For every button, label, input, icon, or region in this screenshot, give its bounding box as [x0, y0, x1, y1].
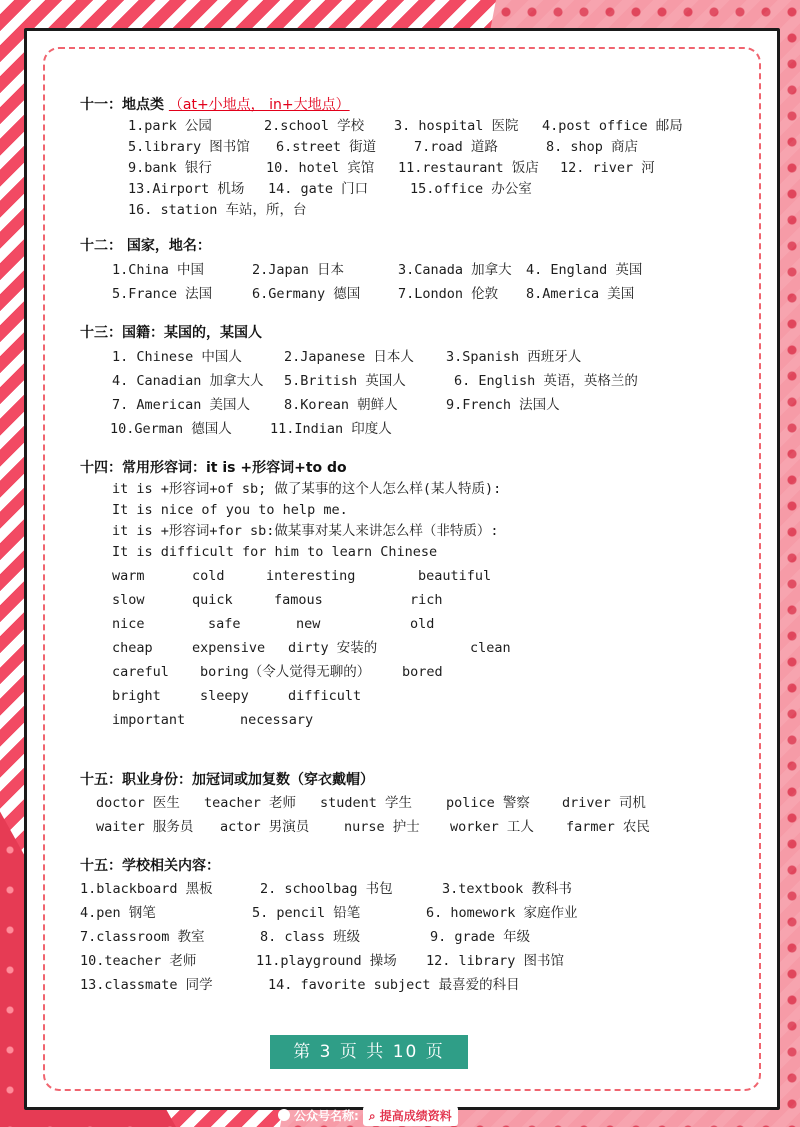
list-item: interesting	[266, 568, 356, 584]
occupation-list	[96, 793, 720, 841]
list-item: 11.restaurant 饭店	[398, 160, 539, 176]
list-item: 7.road 道路	[414, 139, 498, 155]
list-item: expensive	[192, 640, 266, 656]
list-item: 5.library 图书馆	[128, 139, 250, 155]
list-item: cold	[192, 568, 225, 584]
list-row	[112, 590, 720, 614]
list-row	[80, 927, 720, 951]
list-item: 9.French 法国人	[446, 397, 560, 413]
section-14-explanations	[112, 479, 720, 563]
footer-label: 公众号名称:	[294, 1109, 359, 1123]
section-11-title: 十一：地点类	[80, 97, 164, 113]
list-item: farmer 农民	[566, 819, 650, 835]
list-row	[80, 903, 720, 927]
list-row	[112, 710, 720, 734]
list-item: clean	[470, 640, 511, 656]
list-item: new	[296, 616, 321, 632]
list-item: 1. Chinese 中国人	[112, 349, 242, 365]
list-item: 8. class 班级	[260, 929, 361, 945]
example-sentence: It is nice of you to help me.	[112, 502, 348, 518]
list-item: quick	[192, 592, 233, 608]
list-item: 7. American 美国人	[112, 397, 251, 413]
footer-bar	[278, 1106, 458, 1126]
list-row	[112, 347, 720, 371]
grammar-line: it is +形容词+of sb; 做了某事的这个人怎么样(某人特质):	[112, 481, 502, 497]
list-item: important	[112, 712, 186, 728]
list-row	[128, 137, 720, 158]
list-row	[128, 158, 720, 179]
list-item: difficult	[288, 688, 362, 704]
list-item: safe	[208, 616, 241, 632]
list-item: dirty 安装的	[288, 640, 378, 656]
list-item: 8.America 美国	[526, 286, 635, 302]
list-item: 6. homework 家庭作业	[426, 905, 578, 921]
list-item: old	[410, 616, 435, 632]
list-item: 10. hotel 宾馆	[266, 160, 375, 176]
list-item: 13.classmate 同学	[80, 977, 213, 993]
adjective-list	[112, 566, 720, 734]
list-item: 6.Germany 德国	[252, 286, 361, 302]
list-item: police 警察	[446, 795, 530, 811]
list-item: 5.British 英国人	[284, 373, 406, 389]
list-item: 4.post office 邮局	[542, 118, 683, 134]
list-item: 11.playground 操场	[256, 953, 397, 969]
list-item: 12. river 河	[560, 160, 655, 176]
list-item: 14. favorite subject 最喜爱的科目	[268, 977, 520, 993]
list-item: 3. hospital 医院	[394, 118, 519, 134]
section-12-list	[112, 260, 720, 308]
section-11-note: （at+小地点， in+大地点）	[168, 97, 350, 113]
list-item: 12. library 图书馆	[426, 953, 565, 969]
list-item: doctor 医生	[96, 795, 180, 811]
list-row	[112, 662, 720, 686]
list-row	[80, 879, 720, 903]
list-item: warm	[112, 568, 145, 584]
list-item: 10.German 德国人	[110, 421, 232, 437]
list-row	[128, 179, 720, 200]
list-item: bright	[112, 688, 161, 704]
list-item: 14. gate 门口	[268, 181, 369, 197]
section-12-heading: 十二： 国家，地名：	[80, 238, 211, 254]
list-item: 6. English 英语，英格兰的	[454, 373, 638, 389]
list-item: driver 司机	[562, 795, 646, 811]
list-item: 13.Airport 机场	[128, 181, 245, 197]
list-row	[128, 116, 720, 137]
list-row	[96, 793, 720, 817]
list-item: 3.Spanish 西班牙人	[446, 349, 582, 365]
list-item: 3.textbook 教科书	[442, 881, 572, 897]
section-13-list	[112, 347, 720, 443]
list-item: 9. grade 年级	[430, 929, 531, 945]
list-item: worker 工人	[450, 819, 534, 835]
list-item: rich	[410, 592, 443, 608]
list-item: nice	[112, 616, 145, 632]
grammar-line: it is +形容词+for sb:做某事对某人来讲怎么样（非特质）:	[112, 523, 499, 539]
list-row	[80, 951, 720, 975]
list-item: 2.Japanese 日本人	[284, 349, 414, 365]
footer-account-name: 提高成绩资料	[379, 1109, 452, 1123]
list-row	[96, 817, 720, 841]
list-item: 6.street 街道	[276, 139, 377, 155]
footer-account-tag	[363, 1106, 458, 1126]
list-row	[112, 686, 720, 710]
section-11-heading	[80, 94, 720, 116]
school-vocab-list	[80, 879, 720, 999]
list-item: nurse 护士	[344, 819, 420, 835]
list-row	[112, 395, 720, 419]
list-item: actor 男演员	[220, 819, 310, 835]
list-item: 9.bank 银行	[128, 160, 212, 176]
page-indicator: 第 3 页 共 10 页	[270, 1035, 468, 1069]
list-item: careful	[112, 664, 169, 680]
list-item: 7.London 伦敦	[398, 286, 499, 302]
list-item: 4.pen 钢笔	[80, 905, 156, 921]
section-15-school-heading: 十五：学校相关内容：	[80, 858, 220, 874]
list-item: 5. pencil 铅笔	[252, 905, 361, 921]
example-sentence: It is difficult for him to learn Chinese	[112, 544, 438, 560]
list-item: 4. Canadian 加拿大人	[112, 373, 264, 389]
list-item: 1.park 公园	[128, 118, 212, 134]
section-14-heading: 十四：常用形容词：it is +形容词+to do	[80, 460, 347, 476]
list-row	[128, 200, 720, 221]
list-item: waiter 服务员	[96, 819, 194, 835]
list-row	[112, 260, 720, 284]
list-row	[112, 614, 720, 638]
list-item: 3.Canada 加拿大	[398, 262, 512, 278]
list-row	[112, 566, 720, 590]
list-item: 16. station 车站，所，台	[128, 202, 307, 218]
list-row	[80, 975, 720, 999]
list-item: boring（令人觉得无聊的）	[200, 664, 371, 680]
list-item: 8. shop 商店	[546, 139, 639, 155]
list-item: 8.Korean 朝鲜人	[284, 397, 398, 413]
list-item: sleepy	[200, 688, 249, 704]
list-item: beautiful	[418, 568, 492, 584]
list-item: 4. England 英国	[526, 262, 643, 278]
document-body	[80, 94, 720, 999]
list-item: 2.Japan 日本	[252, 262, 345, 278]
list-item: student 学生	[320, 795, 413, 811]
section-11-list	[128, 116, 720, 221]
search-icon: ⌕	[368, 1109, 380, 1123]
list-item: 1.blackboard 黑板	[80, 881, 213, 897]
list-item: 5.France 法国	[112, 286, 213, 302]
list-item: slow	[112, 592, 145, 608]
list-item: bored	[402, 664, 443, 680]
section-13-heading: 十三：国籍：某国的，某国人	[80, 325, 262, 341]
list-row	[112, 371, 720, 395]
list-item: 1.China 中国	[112, 262, 205, 278]
list-item: famous	[274, 592, 323, 608]
wechat-icon	[278, 1109, 290, 1121]
list-item: 2.school 学校	[264, 118, 365, 134]
list-item: 7.classroom 教室	[80, 929, 205, 945]
list-item: teacher 老师	[204, 795, 297, 811]
list-item: necessary	[240, 712, 314, 728]
list-item: cheap	[112, 640, 153, 656]
list-row	[112, 419, 720, 443]
list-row	[112, 284, 720, 308]
section-15-occupation-heading: 十五：职业身份：加冠词或加复数（穿衣戴帽）	[80, 772, 374, 788]
list-item: 10.teacher 老师	[80, 953, 197, 969]
list-item: 2. schoolbag 书包	[260, 881, 393, 897]
list-item: 15.office 办公室	[410, 181, 532, 197]
list-row	[112, 638, 720, 662]
list-item: 11.Indian 印度人	[270, 421, 392, 437]
